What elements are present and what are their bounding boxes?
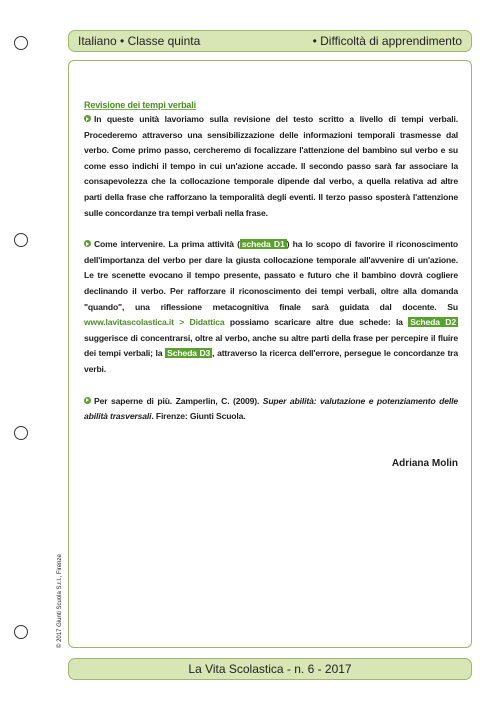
paragraph-references xyxy=(84,394,458,425)
how-to-lead: Come intervenire. xyxy=(94,239,166,250)
binder-hole-3 xyxy=(14,426,28,440)
references-text-1: Zamperlin, C. (2009). xyxy=(172,395,263,406)
article-body xyxy=(84,98,458,441)
bullet-arrow-icon xyxy=(84,115,91,122)
header-topic: • Difficoltà di apprendimento xyxy=(312,34,462,48)
how-to-text-5: , attraverso la ricerca dell'errore, persegue le concordanze tra verbi. xyxy=(84,348,459,374)
how-to-text-1: La prima attività ( xyxy=(165,239,240,250)
scheda-d1-highlight: scheda D1 xyxy=(241,239,285,250)
binder-hole-4 xyxy=(14,625,28,639)
website-link[interactable]: www.lavitascolastica.it > Didattica xyxy=(84,317,225,328)
footer-publication: La Vita Scolastica - n. 6 - 2017 xyxy=(188,662,352,676)
author-name: Adriana Molin xyxy=(391,458,458,469)
scheda-d3-highlight: Scheda D3 xyxy=(167,348,211,359)
references-lead: Per saperne di più. xyxy=(94,395,173,406)
page-footer xyxy=(68,658,472,680)
how-to-text-4: suggerisce di concentrarsi, oltre al verbo, anche su altre parti della frase per percepire il fluire dei tempi verbali; la xyxy=(84,332,458,359)
header-subject: Italiano • Classe quinta xyxy=(78,34,201,48)
bullet-arrow-icon xyxy=(84,397,91,404)
book-title: Super abilità: valutazione e potenziamento delle abilità trasversali xyxy=(84,395,458,422)
binder-hole-2 xyxy=(14,233,28,247)
copyright-notice: © 2017 Giunti Scuola S.r.l., Firenze xyxy=(57,554,63,648)
binder-hole-1 xyxy=(14,36,28,50)
references-text-2: . Firenze: Giunti Scuola. xyxy=(151,411,246,422)
intro-text: In queste unità lavoriamo sulla revisione del testo scritto a livello di tempi verbali. Procederemo attraverso una sensibilizzazione delle informazioni temporali trasmesse dal verbo. Come primo passo, cercheremo di focalizzare l'attenzione del bambino sul verbo e su come esso indichi il tempo in cui un'azione accade. Il secondo passo sarà far associare la consapevolezza che la collocazione temporale dipende dal verbo, a quella relativa ad altre parti della frase che rafforzano la temporalità degli eventi. Il terzo passo sposterà l'attenzione sulle concordanze tra tempi verbali nella frase. xyxy=(84,114,458,218)
paragraph-intro xyxy=(84,112,458,221)
how-to-text-2: ) ha lo scopo di favorire il riconoscimento dell'importanza del verbo per dare la giusta collocazione temporale all'avvenire di un'azione. Le tre scenette evocano il tempo presente, passato e futuro che il bambino dovrà cogliere declinando il verbo. Per rafforzare il riconoscimento dei tempi verbali, oltre alla domanda "quando", una riflessione metacognitiva finale sarà guidata dal docente. Su xyxy=(84,239,459,312)
bullet-arrow-icon xyxy=(84,240,91,247)
how-to-text-3: possiamo scaricare altre due schede: la xyxy=(224,317,409,328)
paragraph-how-to xyxy=(84,237,458,377)
page-header xyxy=(68,30,472,52)
scheda-d2-highlight: Scheda D2 xyxy=(410,317,456,328)
section-title: Revisione dei tempi verbali xyxy=(84,100,196,110)
